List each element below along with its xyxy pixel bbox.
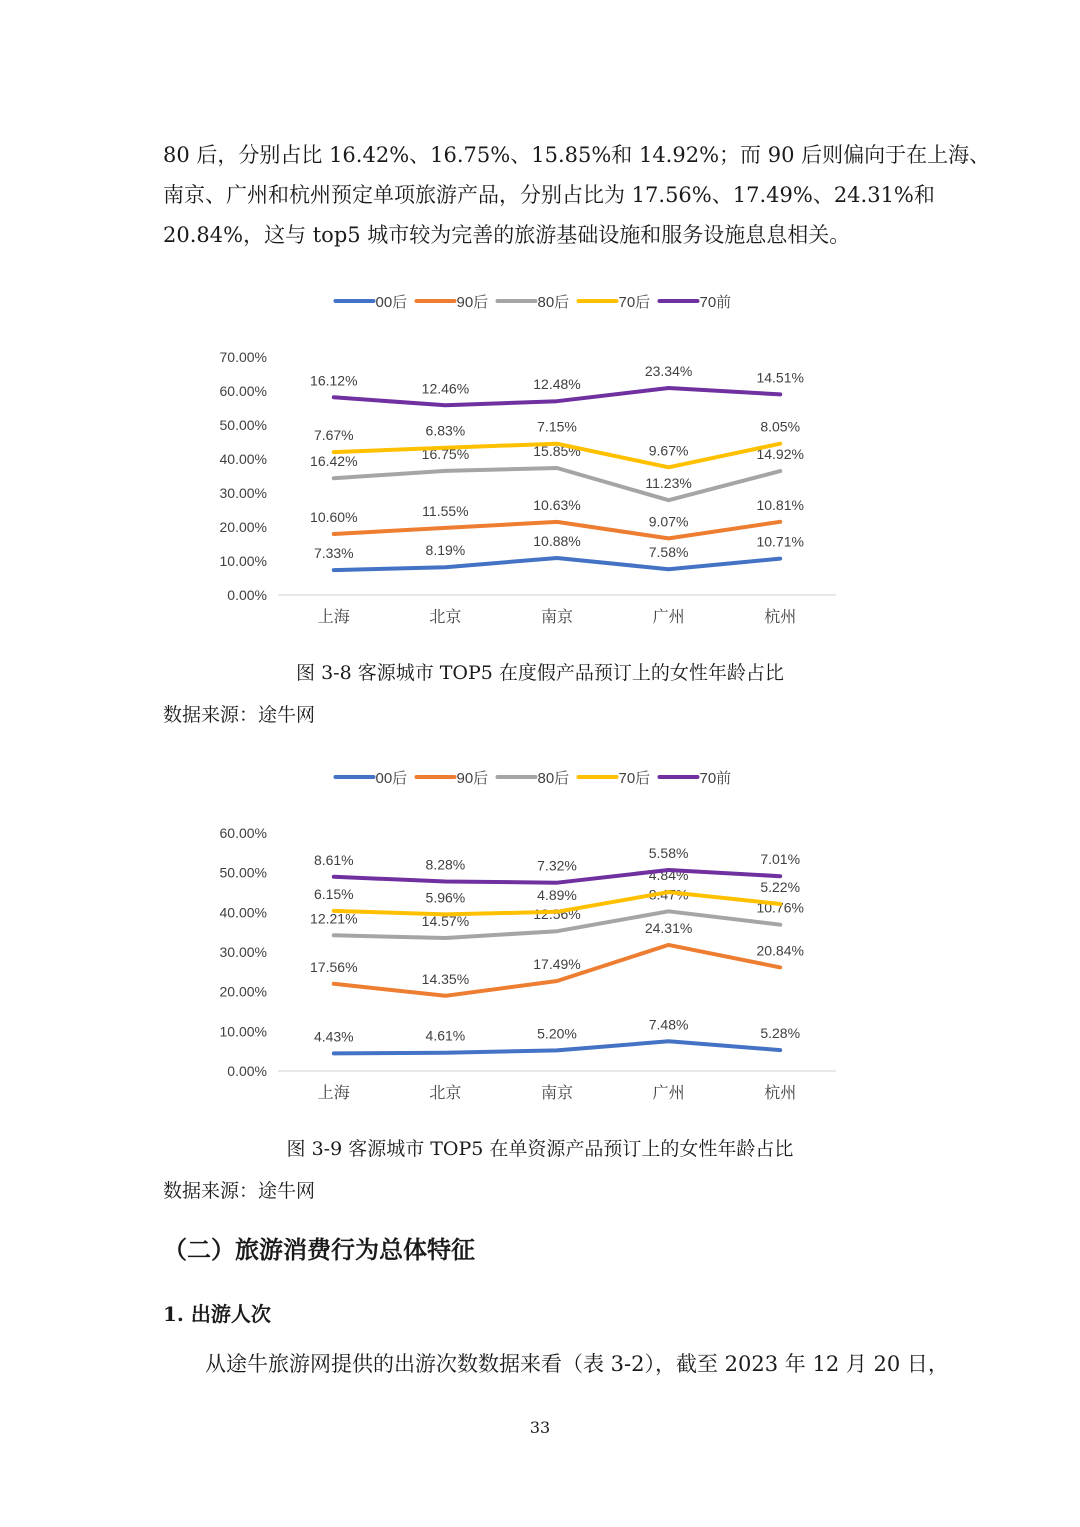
data-label: 24.31%	[644, 919, 693, 936]
data-label: 4.61%	[425, 1027, 466, 1044]
series-line-0	[334, 1041, 780, 1053]
data-label: 7.32%	[537, 857, 577, 874]
data-label: 7.33%	[313, 545, 354, 562]
data-label: 10.76%	[756, 899, 804, 916]
x-tick-label: 上海	[317, 1085, 350, 1102]
y-tick-label: 10.00%	[219, 1023, 267, 1040]
data-label: 12.21%	[310, 910, 358, 927]
x-tick-label: 上海	[317, 609, 350, 626]
data-label: 12.46%	[421, 380, 470, 397]
data-label: 11.55%	[422, 502, 469, 519]
data-label: 5.96%	[425, 889, 466, 906]
legend-label-3: 70后	[618, 770, 651, 787]
data-label: 23.34%	[644, 362, 693, 379]
y-tick-label: 70.00%	[219, 349, 267, 365]
y-tick-label: 0.00%	[227, 1063, 267, 1079]
series-line-0	[334, 558, 780, 570]
y-tick-label: 10.00%	[219, 553, 267, 569]
y-tick-label: 60.00%	[219, 383, 267, 399]
data-label: 14.92%	[756, 446, 804, 463]
body-paragraph: 从途牛旅游网提供的出游次数数据来看（表 3-2），截至 2023 年 12 月 20 日，	[205, 1352, 949, 1376]
data-label: 10.88%	[533, 533, 581, 550]
figure-3-9-source: 数据来源：途牛网	[163, 1180, 316, 1202]
intro-paragraph	[163, 135, 991, 255]
data-label: 16.75%	[421, 445, 470, 462]
chart-1-svg	[200, 758, 860, 1108]
data-label: 15.85%	[533, 442, 581, 459]
y-tick-label: 40.00%	[219, 904, 267, 921]
data-label: 17.56%	[310, 958, 358, 975]
x-tick-label: 北京	[429, 609, 462, 626]
data-label: 6.15%	[313, 885, 354, 902]
y-tick-label: 30.00%	[219, 485, 267, 501]
data-label: 8.28%	[425, 856, 466, 873]
data-label: 12.48%	[533, 376, 581, 393]
x-tick-label: 南京	[540, 1085, 574, 1102]
data-label: 5.22%	[760, 879, 801, 896]
y-tick-label: 60.00%	[219, 825, 267, 841]
y-tick-label: 20.00%	[219, 983, 267, 1000]
data-label: 10.71%	[756, 533, 804, 550]
x-tick-label: 广州	[652, 1085, 685, 1102]
legend-label-2: 80后	[537, 770, 570, 787]
y-tick-label: 40.00%	[219, 451, 267, 467]
data-label: 14.51%	[756, 369, 804, 386]
subheading: 1. 出游人次	[163, 1302, 271, 1326]
data-label: 7.58%	[648, 544, 689, 561]
x-tick-label: 南京	[540, 609, 574, 626]
figure-3-8-caption: 图 3-8 客源城市 TOP5 在度假产品预订上的女性年龄占比	[296, 662, 784, 684]
y-tick-label: 50.00%	[219, 417, 267, 433]
y-tick-label: 0.00%	[227, 587, 267, 603]
data-label: 11.23%	[645, 475, 692, 492]
chart-single-resource-products	[200, 758, 860, 1108]
y-tick-label: 30.00%	[219, 944, 267, 960]
data-label: 10.63%	[533, 496, 581, 513]
legend-label-4: 70前	[699, 770, 732, 787]
figure-3-9-caption: 图 3-9 客源城市 TOP5 在单资源产品预订上的女性年龄占比	[286, 1138, 794, 1160]
data-label: 9.67%	[648, 442, 689, 459]
x-tick-label: 广州	[652, 609, 685, 626]
data-label: 12.56%	[533, 906, 581, 923]
data-label: 14.35%	[421, 970, 470, 987]
data-label: 8.05%	[760, 418, 801, 435]
data-label: 4.84%	[648, 867, 689, 884]
data-label: 7.01%	[760, 851, 801, 868]
data-label: 14.57%	[421, 912, 470, 929]
data-label: 8.47%	[648, 886, 689, 903]
data-label: 7.48%	[648, 1016, 689, 1033]
legend-label-2: 80后	[537, 294, 570, 311]
data-label: 7.67%	[313, 427, 354, 444]
legend-label-1: 90后	[456, 294, 489, 311]
data-label: 4.89%	[537, 886, 577, 903]
y-tick-label: 20.00%	[219, 519, 267, 535]
chart-0-svg	[200, 282, 860, 632]
legend-label-4: 70前	[699, 294, 732, 311]
legend-label-0: 00后	[375, 770, 408, 787]
x-tick-label: 北京	[429, 1085, 462, 1102]
data-label: 17.49%	[533, 955, 581, 972]
page-number: 33	[529, 1418, 551, 1437]
data-label: 10.60%	[310, 509, 358, 526]
data-label: 20.84%	[756, 942, 804, 959]
legend-label-0: 00后	[375, 294, 408, 311]
paragraph-line: 80 后，分别占比 16.42%、16.75%、15.85%和 14.92%；而 90 后则偏向于在上海、	[163, 143, 991, 167]
data-label: 10.81%	[756, 496, 804, 513]
data-label: 5.28%	[760, 1025, 801, 1042]
figure-3-8-source: 数据来源：途牛网	[163, 704, 316, 726]
data-label: 8.61%	[313, 851, 354, 868]
data-label: 5.58%	[648, 844, 689, 861]
data-label: 6.83%	[425, 422, 466, 439]
legend-label-1: 90后	[456, 770, 489, 787]
y-tick-label: 50.00%	[219, 864, 267, 881]
data-label: 16.42%	[310, 453, 358, 470]
paragraph-line: 南京、广州和杭州预定单项旅游产品，分别占比为 17.56%、17.49%、24.31%和	[163, 183, 935, 207]
data-label: 9.07%	[648, 513, 689, 530]
data-label: 16.12%	[310, 372, 358, 389]
paragraph-line: 20.84%，这与 top5 城市较为完善的旅游基础设施和服务设施息息相关。	[163, 223, 851, 247]
chart-vacation-products	[200, 282, 860, 632]
data-label: 4.43%	[313, 1028, 354, 1045]
x-tick-label: 杭州	[764, 609, 797, 626]
x-tick-label: 杭州	[764, 1085, 797, 1102]
section-title: （二）旅游消费行为总体特征	[163, 1236, 475, 1264]
data-label: 7.15%	[537, 418, 577, 435]
series-line-2	[334, 468, 780, 500]
data-label: 8.19%	[425, 542, 466, 559]
legend-label-3: 70后	[618, 294, 651, 311]
data-label: 5.20%	[537, 1025, 577, 1042]
